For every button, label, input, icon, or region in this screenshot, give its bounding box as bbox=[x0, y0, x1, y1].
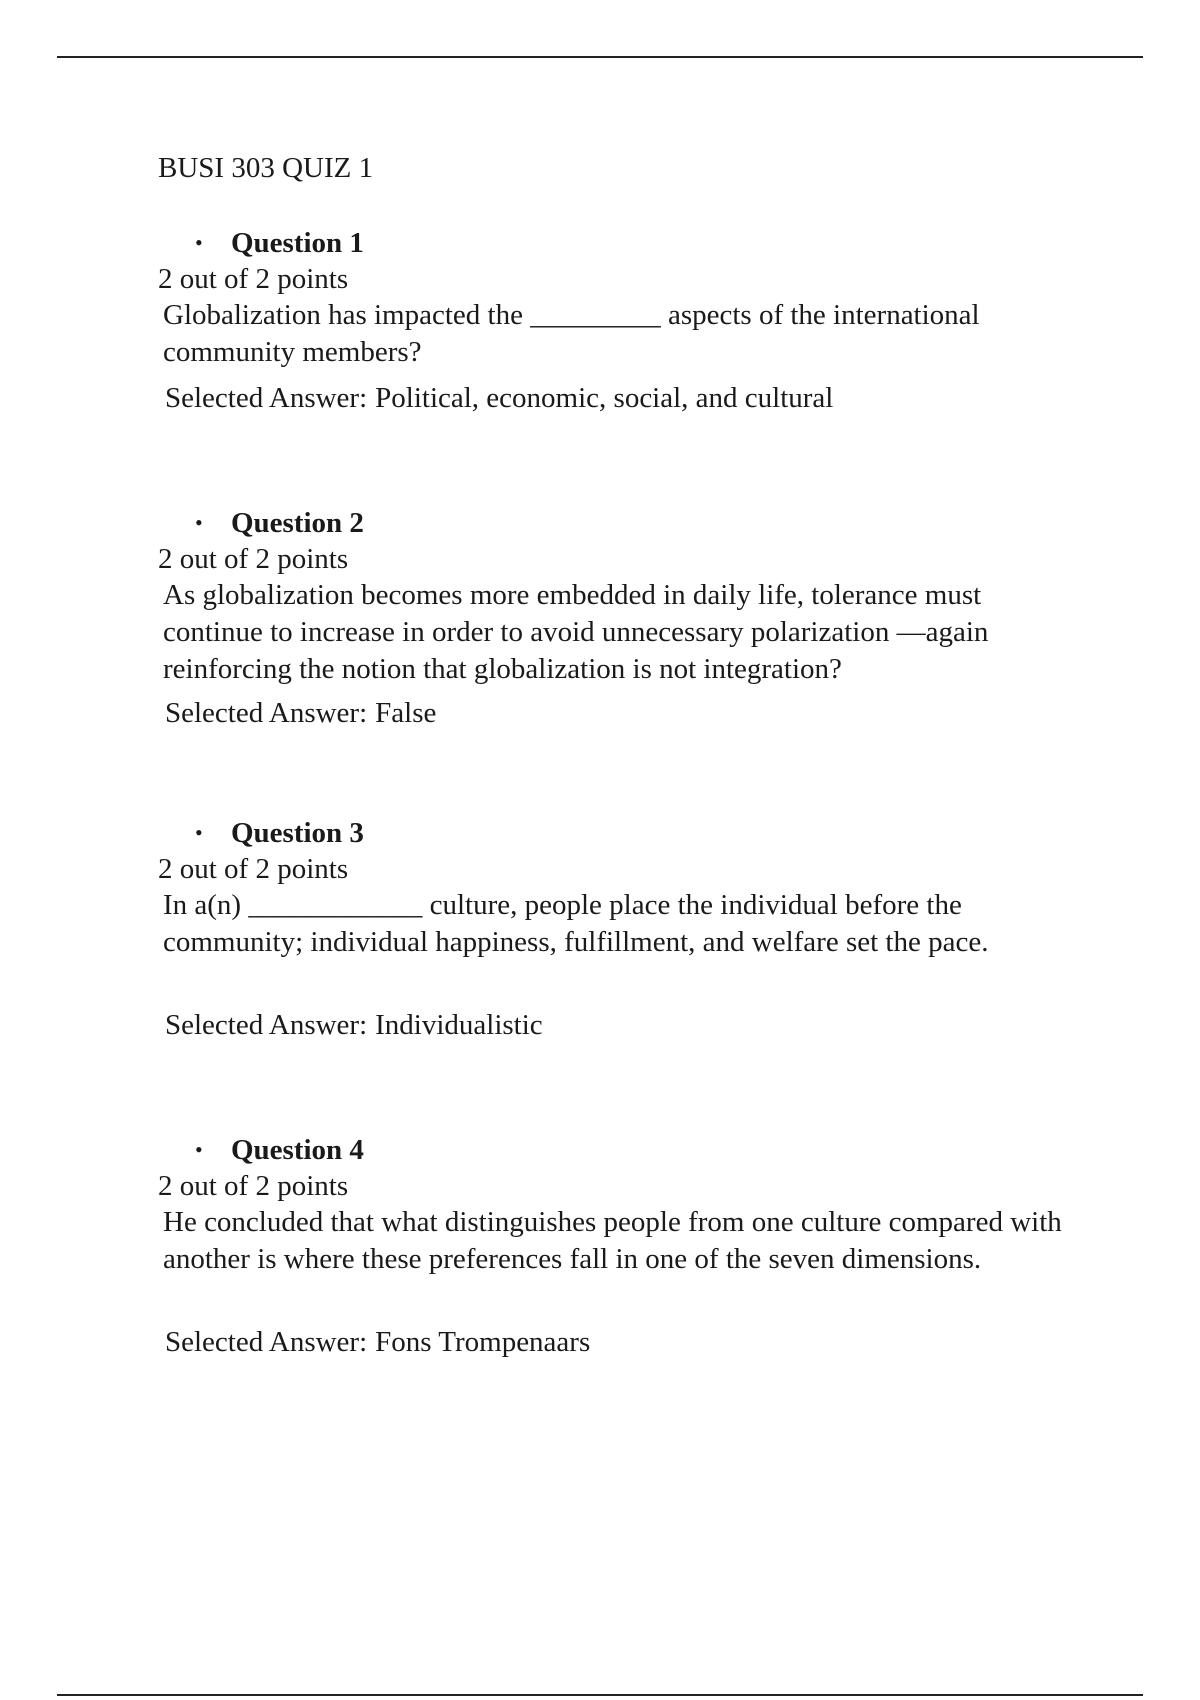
question-label: Question 1 bbox=[231, 227, 364, 259]
bottom-divider bbox=[57, 1694, 1143, 1696]
question-heading bbox=[195, 815, 364, 851]
question-text: Globalization has impacted the _________ aspects of the international community members? bbox=[163, 299, 980, 368]
answer-value: Fons Trompenaars bbox=[375, 1326, 591, 1358]
question-heading bbox=[195, 225, 364, 261]
bullet-icon: • bbox=[195, 820, 203, 845]
question-points: 2 out of 2 points bbox=[158, 543, 349, 575]
selected-answer bbox=[165, 1324, 590, 1360]
question-text: In a(n) ____________ culture, people place the individual before the community; individual happiness, fulfillment, and welfare set the pace. bbox=[163, 889, 989, 958]
selected-answer bbox=[165, 380, 833, 416]
question-label: Question 3 bbox=[231, 817, 364, 849]
selected-answer bbox=[165, 1007, 543, 1043]
question-points: 2 out of 2 points bbox=[158, 853, 349, 885]
question-label: Question 4 bbox=[231, 1134, 364, 1166]
answer-label: Selected Answer: bbox=[165, 382, 368, 414]
question-points: 2 out of 2 points bbox=[158, 263, 349, 295]
question-points: 2 out of 2 points bbox=[158, 1170, 349, 1202]
answer-value: Political, economic, social, and cultural bbox=[375, 382, 834, 414]
answer-label: Selected Answer: bbox=[165, 1326, 368, 1358]
question-label: Question 2 bbox=[231, 507, 364, 539]
bullet-icon: • bbox=[195, 510, 203, 535]
document-title: BUSI 303 QUIZ 1 bbox=[158, 152, 374, 184]
selected-answer bbox=[165, 695, 436, 731]
bullet-icon: • bbox=[195, 1137, 203, 1162]
question-text: He concluded that what distinguishes people from one culture compared with another is where these preferences fall in one of the seven dimensions. bbox=[163, 1206, 1062, 1275]
question-heading bbox=[195, 505, 364, 541]
bullet-icon: • bbox=[195, 230, 203, 255]
answer-label: Selected Answer: bbox=[165, 1009, 368, 1041]
question-heading bbox=[195, 1132, 364, 1168]
answer-label: Selected Answer: bbox=[165, 697, 368, 729]
top-divider bbox=[57, 56, 1143, 58]
answer-value: False bbox=[375, 697, 437, 729]
answer-value: Individualistic bbox=[375, 1009, 543, 1041]
question-text: As globalization becomes more embedded in daily life, tolerance must continue to increase in order to avoid unnecessary polarization —again reinforcing the notion that globalization is not integration? bbox=[163, 579, 989, 685]
